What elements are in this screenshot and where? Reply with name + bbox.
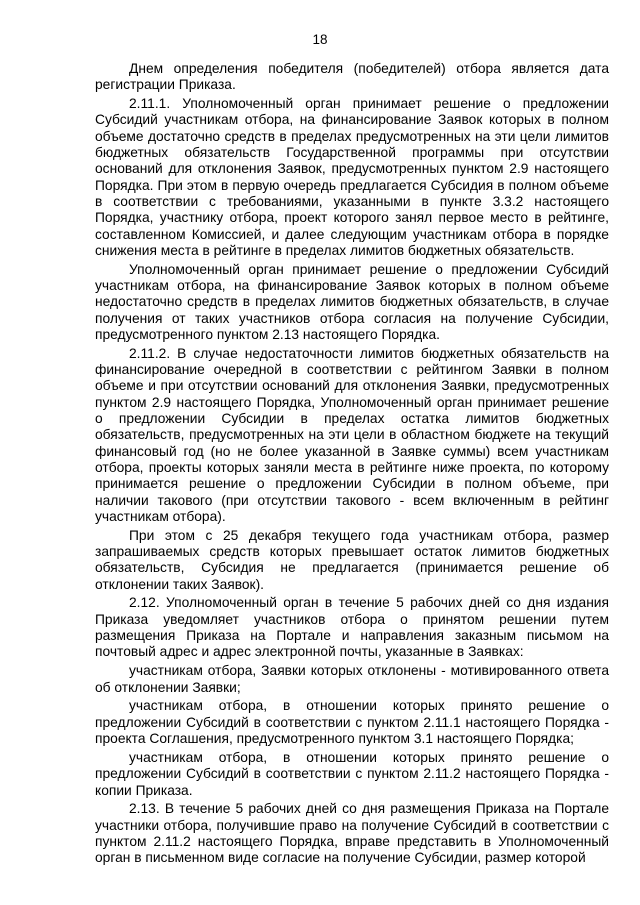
page-number: 18: [312, 32, 328, 47]
paragraph: 2.11.1. Уполномоченный орган принимает решение о предложении Субсидий участникам отбора, на финансирование Заявок которых в полном объеме достаточно средств в пределах предусмотренных на эти цели лимитов бюджетных обязательств Государственной программы при отсутствии оснований для отклонения Заявок, предусмотренных пунктом 2.9 настоящего Порядка. При этом в первую очередь предлагается Субсидия в полном объеме в соответствии с требованиями, указанными в пункте 3.3.2 настоящего Порядка, участнику отбора, проект которого занял первое место в рейтинге, составленном Комиссией, и далее следующим участникам отбора в порядке снижения места в рейтинге в пределах лимитов бюджетных обязательств.: [95, 96, 609, 258]
paragraph: 2.13. В течение 5 рабочих дней со дня размещения Приказа на Портале участники отбора, получившие право на получение Субсидий в соответствии с пунктом 2.11.2 настоящего Порядка, вправе представить в Уполномоченный орган в письменном виде согласие на получение Субсидии, размер которой: [95, 801, 609, 866]
paragraph: участникам отбора, Заявки которых отклонены - мотивированного ответа об отклонении Заявки;: [95, 663, 609, 695]
paragraph: Днем определения победителя (победителей) отбора является дата регистрации Приказа.: [95, 61, 609, 93]
paragraph: Уполномоченный орган принимает решение о предложении Субсидий участникам отбора, на финансирование Заявок которых в полном объеме недостаточно средств в пределах лимитов бюджетных обязательств, в случае получения от таких участников отбора согласия на получение Субсидии, предусмотренного пунктом 2.13 настоящего Порядка.: [95, 261, 609, 342]
document-body: [95, 61, 609, 869]
paragraph: 2.11.2. В случае недостаточности лимитов бюджетных обязательств на финансирование очередной в соответствии с рейтингом Заявки в полном объеме и при отсутствии оснований для отклонения Заявки, предусмотренных пунктом 2.9 настоящего Порядка, Уполномоченный орган принимает решение о предложении Субсидии в пределах остатка лимитов бюджетных обязательств, предусмотренных на эти цели в областном бюджете на текущий финансовый год (но не более указанной в Заявке суммы) всем участникам отбора, проекты которых заняли места в рейтинге ниже проекта, по которому принимается решение о предложении Субсидии в полном объеме, при наличии такового (при отсутствии такового - всем включенным в рейтинг участникам отбора).: [95, 345, 609, 524]
paragraph: участникам отбора, в отношении которых принято решение о предложении Субсидий в соответствии с пунктом 2.11.2 настоящего Порядка - копии Приказа.: [95, 749, 609, 798]
paragraph: участникам отбора, в отношении которых принято решение о предложении Субсидий в соответствии с пунктом 2.11.1 настоящего Порядка - проекта Соглашения, предусмотренного пунктом 3.1 настоящего Порядка;: [95, 698, 609, 747]
paragraph: 2.12. Уполномоченный орган в течение 5 рабочих дней со дня издания Приказа уведомляет участников отбора о принятом решении путем размещения Приказа на Портале и направления заказным письмом на почтовый адрес и адрес электронной почты, указанные в Заявках:: [95, 595, 609, 660]
paragraph: При этом с 25 декабря текущего года участникам отбора, размер запрашиваемых средств которых превышает остаток лимитов бюджетных обязательств, Субсидия не предлагается (принимается решение об отклонении таких Заявок).: [95, 527, 609, 592]
